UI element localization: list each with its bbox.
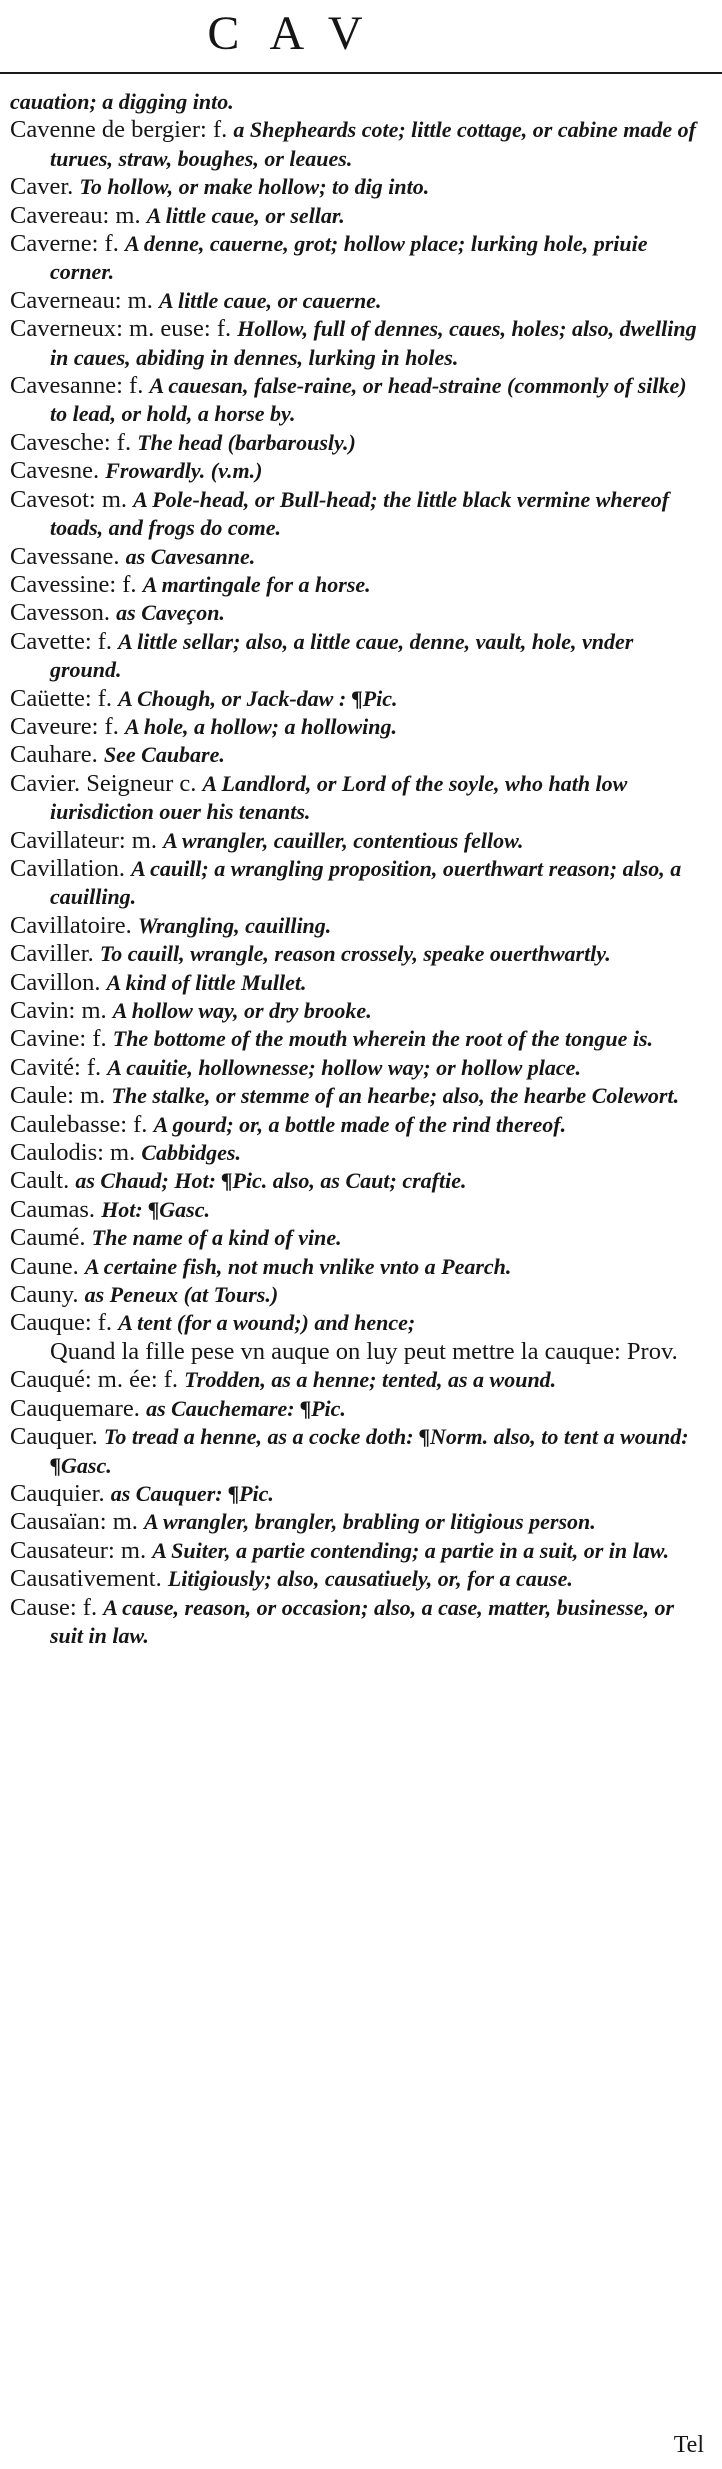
entry-definition: A kind of little Mullet. (106, 969, 307, 995)
entry-headword: Cavesson. (10, 599, 111, 627)
entry-headword: Caverne: f. (10, 230, 119, 258)
entry-headword: Cavine: f. (10, 1025, 107, 1053)
dictionary-entry (10, 202, 700, 230)
entry-definition: A hole, a hollow; a hollowing. (124, 713, 397, 739)
dictionary-entry (10, 1565, 700, 1593)
entry-headword: Caumas. (10, 1195, 96, 1223)
dictionary-entry (10, 940, 700, 968)
entry-headword: Cavette: f. (10, 627, 113, 655)
dictionary-entry (10, 770, 700, 827)
dictionary-entry (10, 599, 700, 627)
entry-headword: Caulodis: m. (10, 1139, 136, 1167)
entry-definition: Litigiously; also, causatiuely, or, for a cause. (167, 1566, 573, 1592)
dictionary-entry (10, 571, 700, 599)
entry-definition: To tread a henne, as a cocke doth: ¶Norm. also, to tent a wound: ¶Gasc. (50, 1424, 689, 1478)
entry-definition: as Chaud; Hot: ¶Pic. also, as Caut; craftie. (75, 1168, 467, 1194)
dictionary-entry (10, 1508, 700, 1536)
dictionary-entry (10, 1594, 700, 1651)
entry-headword: Cavesne. (10, 457, 100, 485)
entry-definition: A cauitie, hollownesse; hollow way; or hollow place. (107, 1054, 581, 1080)
entry-definition: A little caue, or sellar. (146, 202, 345, 228)
entry-headword: Caverneux: m. euse: f. (10, 315, 232, 343)
dictionary-entry (10, 486, 700, 543)
entry-definition: A cause, reason, or occasion; also, a case, matter, businesse, or suit in law. (50, 1594, 675, 1648)
dictionary-entry (10, 116, 700, 173)
dictionary-entry (10, 628, 700, 685)
entry-headword: Cavesanne: f. (10, 372, 144, 400)
catchword: Tel (673, 2432, 704, 2458)
entry-headword: Cavité: f. (10, 1053, 102, 1081)
dictionary-entry (10, 1480, 700, 1508)
entry-headword: Caver. (10, 173, 74, 201)
entry-headword: Cavereau: m. (10, 201, 141, 229)
entry-definition: A Landlord, or Lord of the soyle, who hath low iurisdiction ouer his tenants. (50, 770, 628, 825)
dictionary-entry (10, 372, 700, 429)
entry-definition: The bottome of the mouth wherein the root of the tongue is. (112, 1026, 654, 1052)
dictionary-entry (10, 1423, 700, 1480)
entry-definition: A certaine fish, not much vnlike vnto a Pearch. (84, 1253, 512, 1279)
entry-headword: Quand la fille pese vn auque on luy peut mettre la cauque: Prov. (50, 1337, 678, 1365)
entry-definition: A gourd; or, a bottle made of the rind thereof. (153, 1111, 567, 1137)
entry-headword: Causativement. (10, 1565, 162, 1593)
dictionary-entry (10, 173, 700, 201)
entry-headword: Cauhare. (10, 741, 98, 769)
entry-definition: as Cauquer: ¶Pic. (110, 1480, 274, 1506)
page-header (0, 0, 722, 82)
dictionary-entry (10, 457, 700, 485)
dictionary-entries (10, 88, 700, 1650)
entry-definition: A hollow way, or dry brooke. (112, 998, 372, 1023)
dictionary-entry (10, 315, 700, 372)
entry-definition: A Chough, or Jack-daw : ¶Pic. (118, 685, 398, 711)
dictionary-entry (10, 1054, 700, 1082)
entry-headword: Cauquemare. (10, 1394, 140, 1422)
dictionary-entry (10, 827, 700, 855)
dictionary-entry (10, 969, 700, 997)
entry-headword: Caulebasse: f. (10, 1110, 148, 1138)
entry-definition: A Suiter, a partie contending; a partie in a suit, or in law. (152, 1537, 670, 1563)
entry-definition: The head (barbarously.) (137, 429, 356, 455)
dictionary-entry (10, 1395, 700, 1423)
entry-headword: Cavesot: m. (10, 485, 128, 513)
entry-definition: A wrangler, brangler, brabling or litigious person. (144, 1509, 596, 1535)
entry-headword: Caveure: f. (10, 712, 119, 740)
entry-definition: cauation; a digging into. (10, 89, 234, 114)
entry-definition: as Cavesanne. (125, 543, 256, 569)
dictionary-entry (10, 1253, 700, 1281)
entry-definition: A denne, cauerne, grot; hollow place; lurking hole, priuie corner. (50, 231, 648, 285)
entry-headword: Causateur: m. (10, 1536, 147, 1564)
dictionary-entry (10, 1224, 700, 1252)
entry-headword: Cauny. (10, 1281, 79, 1309)
dictionary-entry (10, 855, 700, 912)
entry-definition: The name of a kind of vine. (91, 1225, 342, 1251)
entry-headword: Caule: m. (10, 1082, 106, 1110)
entry-definition: A little caue, or cauerne. (159, 287, 382, 313)
entry-definition: The stalke, or stemme of an hearbe; also, the hearbe Colewort. (111, 1083, 680, 1109)
entry-definition: as Peneux (at Tours.) (84, 1282, 279, 1308)
entry-definition: A cauesan, false-raine, or head-straine (commonly of silke) to lead, or hold, a horse by. (50, 373, 687, 427)
dictionary-entry (10, 543, 700, 571)
entry-headword: Cauquier. (10, 1479, 105, 1507)
dictionary-entry (10, 685, 700, 713)
entry-headword: Cavessane. (10, 542, 120, 570)
entry-headword: Caune. (10, 1252, 79, 1280)
dictionary-entry (10, 1366, 700, 1394)
entry-definition: Wrangling, cauilling. (137, 912, 332, 938)
entry-definition: A wrangler, cauiller, contentious fellow. (163, 827, 524, 853)
dictionary-entry (10, 1025, 700, 1053)
header-rule (0, 72, 722, 74)
entry-headword: Caverneau: m. (10, 286, 153, 314)
dictionary-entry (10, 1167, 700, 1195)
entry-definition: A little sellar; also, a little caue, denne, vault, hole, vnder ground. (50, 628, 634, 683)
entry-headword: Cavillatoire. (10, 911, 132, 939)
entry-definition: Hot: ¶Gasc. (101, 1196, 210, 1222)
entry-definition: To hollow, or make hollow; to dig into. (79, 174, 430, 200)
dictionary-entry (10, 1309, 700, 1337)
dictionary-entry (10, 1139, 700, 1167)
entry-definition: Trodden, as a henne; tented, as a wound. (184, 1367, 557, 1393)
running-head: CAV (207, 7, 393, 60)
entry-headword: Caüette: f. (10, 684, 113, 712)
dictionary-entry (10, 230, 700, 287)
entry-definition: Hollow, full of dennes, caues, holes; also, dwelling in caues, abiding in dennes, lurking in holes. (50, 316, 697, 370)
entry-headword: Cavin: m. (10, 997, 107, 1024)
entry-definition: A martingale for a horse. (142, 571, 371, 597)
entry-headword: Cauqué: m. ée: f. (10, 1366, 179, 1394)
entry-headword: Cavier. Seigneur c. (10, 769, 197, 797)
entry-headword: Cavenne de bergier: f. (10, 116, 228, 144)
entry-headword: Cauque: f. (10, 1309, 113, 1337)
dictionary-entry (10, 1082, 700, 1110)
dictionary-entry (10, 1537, 700, 1565)
dictionary-entry (10, 912, 700, 940)
entry-headword: Caumé. (10, 1224, 86, 1252)
entry-headword: Cause: f. (10, 1593, 98, 1621)
entry-headword: Cavillation. (10, 854, 125, 882)
entry-definition: See Caubare. (103, 742, 225, 768)
dictionary-entry (10, 1111, 700, 1139)
entry-definition: as Cauchemare: ¶Pic. (146, 1395, 346, 1421)
entry-definition: as Caveçon. (116, 600, 225, 626)
dictionary-entry (10, 1338, 700, 1366)
entry-definition: To cauill, wrangle, reason crossely, speake ouerthwartly. (99, 941, 611, 967)
dictionary-entry (10, 429, 700, 457)
dictionary-entry (10, 88, 700, 116)
dictionary-entry (10, 1281, 700, 1309)
entry-headword: Cauquer. (10, 1423, 98, 1451)
dictionary-entry (10, 1196, 700, 1224)
entry-definition: A Pole-head, or Bull-head; the little black vermine whereof toads, and frogs do come. (50, 486, 670, 541)
entry-headword: Cavillon. (10, 968, 101, 996)
dictionary-entry (10, 997, 700, 1025)
entry-headword: Caviller. (10, 940, 94, 968)
entry-definition: A tent (for a wound;) and hence; (118, 1310, 416, 1336)
entry-headword: Causaïan: m. (10, 1508, 138, 1536)
dictionary-entry (10, 287, 700, 315)
entry-headword: Cavessine: f. (10, 570, 137, 598)
entry-headword: Cavesche: f. (10, 428, 132, 456)
entry-definition: a Shepheards cote; little cottage, or cabine made of turues, straw, boughes, or leaues. (50, 117, 696, 171)
dictionary-entry (10, 713, 700, 741)
entry-definition: Cabbidges. (141, 1140, 241, 1166)
entry-headword: Cavillateur: m. (10, 826, 157, 854)
entry-definition: Frowardly. (v.m.) (105, 458, 263, 484)
entry-headword: Cault. (10, 1167, 70, 1195)
dictionary-entry (10, 741, 700, 769)
entry-definition: A cauill; a wrangling proposition, ouerthwart reason; also, a cauilling. (50, 855, 682, 910)
